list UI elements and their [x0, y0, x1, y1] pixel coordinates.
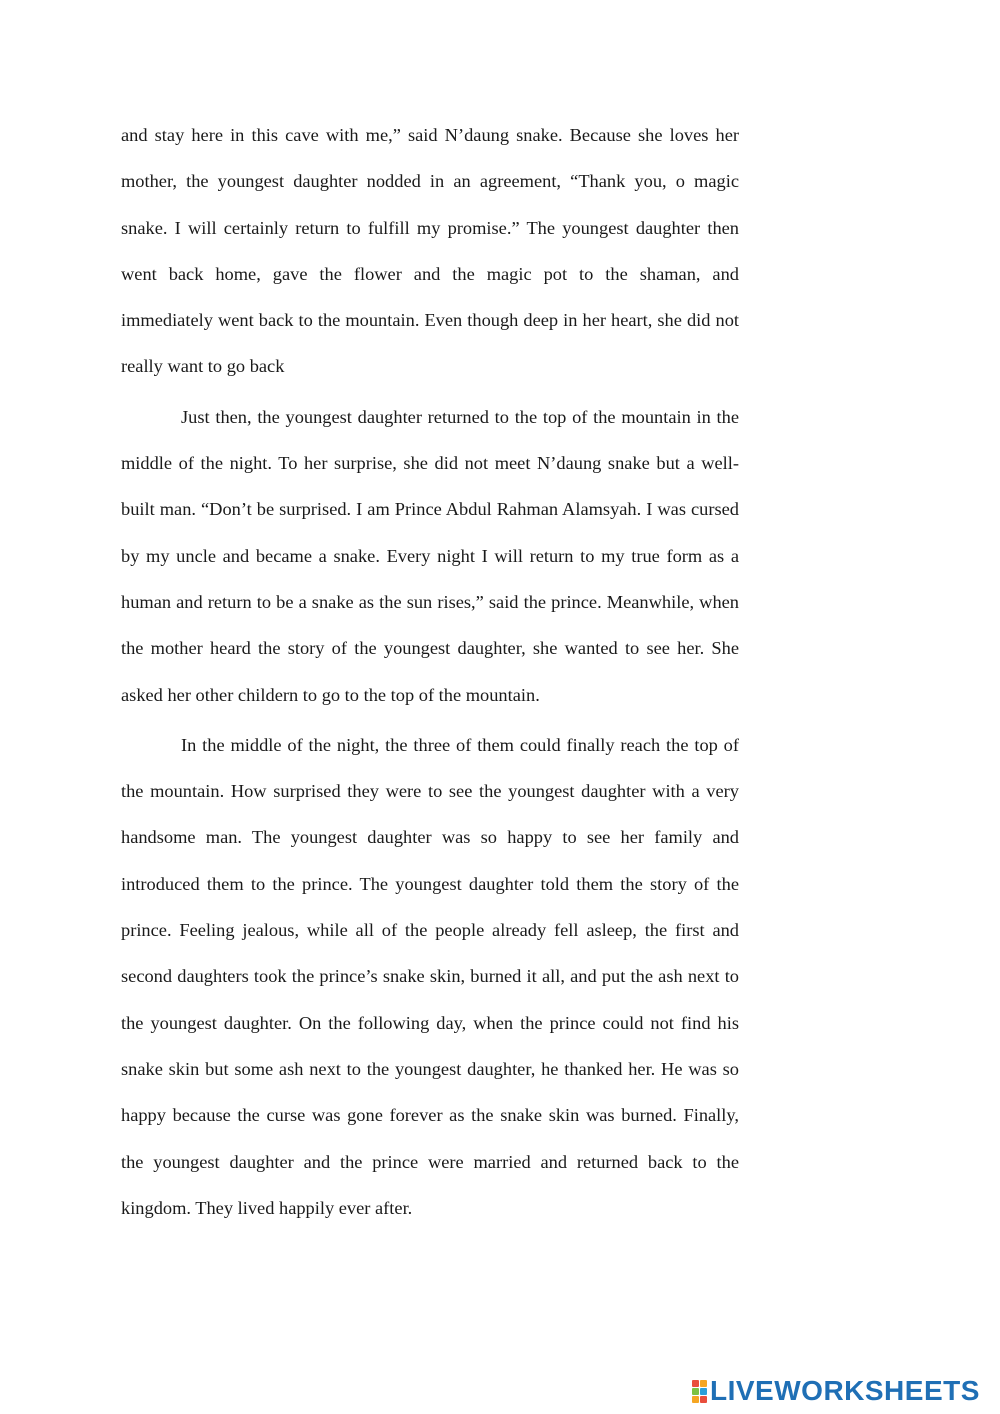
liveworksheets-logo-icon — [692, 1380, 707, 1403]
paragraph-2: Just then, the youngest daughter returned to the top of the mountain in the middle of the night. To her surprise, she did not meet N’daung snake but a well-built man. “Don’t be surprised. I am Prince Abdul Rahman Alamsyah. I was cursed by my uncle and became a snake. Every night I will return to my true form as a human and return to be a snake as the sun rises,” said the prince. Meanwhile, when the mother heard the story of the youngest daughter, she wanted to see her. She asked her other childern to go to the top of the mountain. — [121, 406, 739, 705]
liveworksheets-logo — [692, 1374, 980, 1408]
brand-name: LIVEWORKSHEETS — [710, 1375, 980, 1406]
paragraph-3: In the middle of the night, the three of them could finally reach the top of the mountain. How surprised they were to see the youngest daughter with a very handsome man. The youngest daughter was so happy to see her family and introduced them to the prince. The youngest daughter told them the story of the prince. Feeling jealous, while all of the people already fell asleep, the first and second daughters took the prince’s snake skin, burned it all, and put the ash next to the youngest daughter. On the following day, when the prince could not find his snake skin but some ash next to the youngest daughter, he thanked her. He was so happy because the curse was gone forever as the snake skin was burned. Finally, the youngest daughter and the prince were married and returned back to the kingdom. They lived happily ever after. — [121, 734, 739, 1218]
logo-square — [700, 1380, 707, 1387]
logo-square — [692, 1396, 699, 1403]
document-body — [121, 112, 739, 1235]
paragraph-1: and stay here in this cave with me,” said N’daung snake. Because she loves her mother, the youngest daughter nodded in an agreement, “Thank you, o magic snake. I will certainly return to fulfill my promise.” The youngest daughter then went back home, gave the flower and the magic pot to the shaman, and immediately went back to the mountain. Even though deep in her heart, she did not really want to go back — [121, 125, 739, 377]
logo-square — [692, 1388, 699, 1395]
logo-square — [700, 1388, 707, 1395]
logo-square — [700, 1396, 707, 1403]
logo-square — [692, 1380, 699, 1387]
